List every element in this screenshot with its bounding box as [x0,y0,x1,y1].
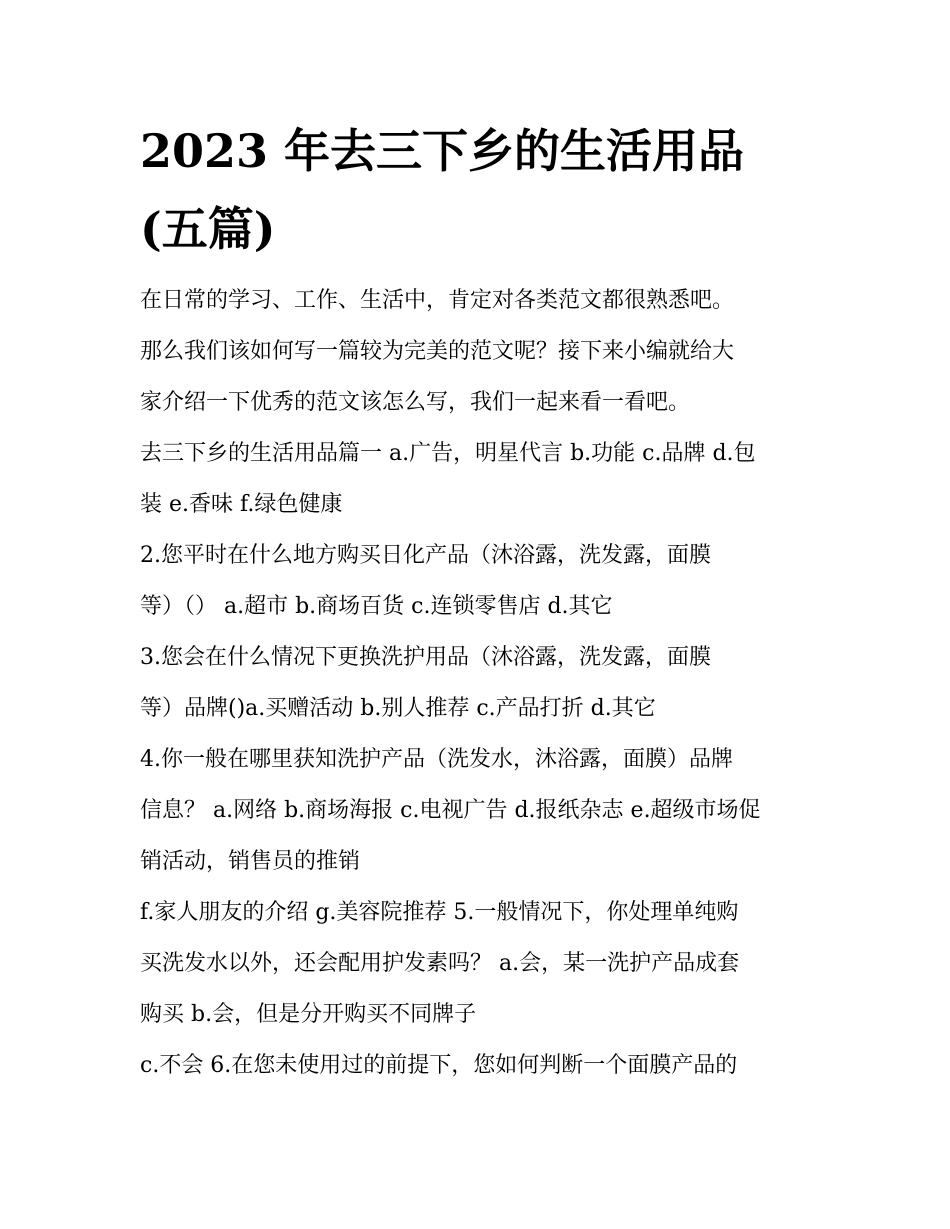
body-line-12: 销活动，销售员的推销 [140,849,361,874]
body-line-7: 等）（） a.超市 b.商场百货 c.连锁零售店 d.其它 [140,594,613,619]
body-line-6: 2.您平时在什么地方购买日化产品（沐浴露，洗发露，面膜 [140,543,711,568]
body-line-10: 4.你一般在哪里获知洗护产品（洗发水，沐浴露，面膜）品牌 [140,747,733,772]
body-line-3: 家介绍一下优秀的范文该怎么写，我们一起来看一看吧。 [140,390,691,415]
body-line-16: c.不会 6.在您未使用过的前提下，您如何判断一个面膜产品的 [140,1053,738,1078]
body-line-1: 在日常的学习、工作、生活中，肯定对各类范文都很熟悉吧。 [140,288,735,313]
body-line-2: 那么我们该如何写一篇较为完美的范文呢？接下来小编就给大 [140,339,735,364]
body-line-15: 购买 b.会，但是分开购买不同牌子 [140,1002,477,1027]
title-line-1: 2023 年去三下乡的生活用品 [140,124,745,178]
body-line-8: 3.您会在什么情况下更换洗护用品（沐浴露，洗发露，面膜 [140,645,711,670]
body-line-9: 等）品牌()a.买赠活动 b.别人推荐 c.产品打折 d.其它 [140,696,656,721]
document-body [140,275,830,1091]
body-line-11: 信息？ a.网络 b.商场海报 c.电视广告 d.报纸杂志 e.超级市场促 [140,798,761,823]
document-title [140,112,840,268]
body-line-4: 去三下乡的生活用品篇一 a.广告，明星代言 b.功能 c.品牌 d.包 [140,441,756,466]
body-line-5: 装 e.香味 f.绿色健康 [140,492,343,517]
title-line-2: (五篇) [140,202,276,256]
body-line-13: f.家人朋友的介绍 g.美容院推荐 5.一般情况下，你处理单纯购 [140,900,739,925]
body-line-14: 买洗发水以外，还会配用护发素吗？ a.会，某一洗护产品成套 [140,951,740,976]
